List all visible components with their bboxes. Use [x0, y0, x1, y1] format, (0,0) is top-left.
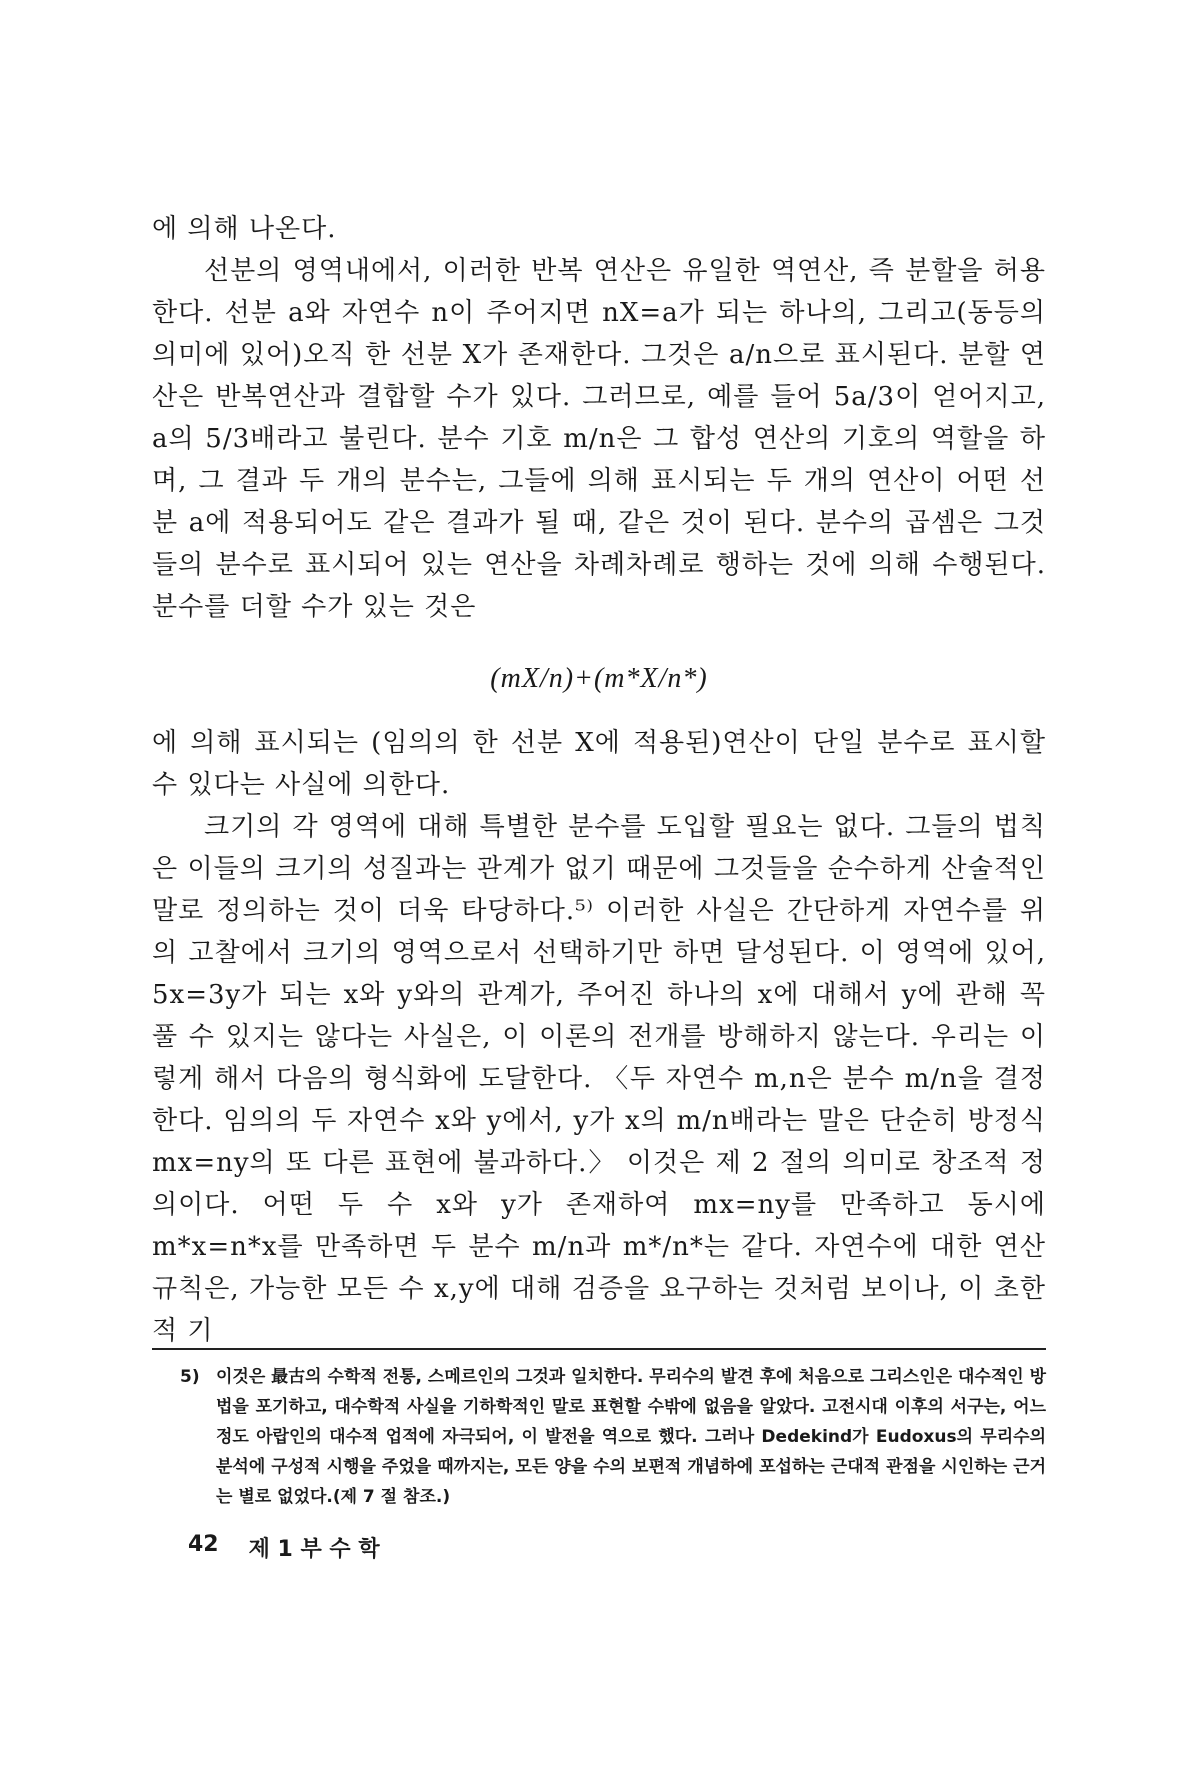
footnote-text: 이것은 最古의 수학적 전통, 스메르인의 그것과 일치한다. 무리수의 발견 후에 처음으로 그리스인은 대수적인 방법을 포기하고, 대수학적 사실을 기하학적인 말로 표현할 수밖에 없음을 알았다. 고전시대 이후의 서구는, 어느 정도 아랍인의 대수적 업적에 자극되어, 이 발전을 역으로 했다. 그러나 Dedekind가 Eudoxus의 무리수의 분석에 구성적 시행을 주었을 때까지는, 모든 양을 수의 보편적 개념하에 포섭하는 근대적 관점을 시인하는 근거는 별로 없었다.(제 7 절 참조.): [216, 1367, 1047, 1507]
paragraph-arithmetic-definition: 크기의 각 영역에 대해 특별한 분수를 도입할 필요는 없다. 그들의 법칙은 이들의 크기의 성질과는 관계가 없기 때문에 그것들을 순수하게 산술적인 말로 정의하는 것이 더욱 타당하다.⁵⁾ 이러한 사실은 간단하게 자연수를 위의 고찰에서 크기의 영역으로서 선택하기만 하면 달성된다. 이 영역에 있어, 5x=3y가 되는 x와 y와의 관계가, 주어진 하나의 x에 대해서 y에 관해 꼭 풀 수 있지는 않다는 사실은, 이 이론의 전개를 방해하지 않는다. 우리는 이렇게 해서 다음의 형식화에 도달한다. 〈두 자연수 m,n은 분수 m/n을 결정한다. 임의의 두 자연수 x와 y에서, y가 x의 m/n배라는 말은 단순히 방정식 mx=ny의 또 다른 표현에 불과하다.〉 이것은 제 2 절의 의미로 창조적 정의이다. 어떤 두 수 x와 y가 존재하여 mx=ny를 만족하고 동시에 m*x=n*x를 만족하면 두 분수 m/n과 m*/n*는 같다. 자연수에 대한 연산 규칙은, 가능한 모든 수 x,y에 대해 검증을 요구하는 것처럼 보이나, 이 초한적 기: [152, 812, 1046, 1346]
page-footer: [188, 1532, 380, 1563]
footnote-mark: 5): [180, 1367, 200, 1387]
body-text: [152, 208, 1046, 1352]
paragraph-single-fraction: 에 의해 표시되는 (임의의 한 선분 X에 적용된)연산이 단일 분수로 표시할 수 있다는 사실에 의한다.: [152, 728, 1046, 800]
running-section-title: 제 1 부 수 학: [248, 1537, 380, 1562]
fraction-sum-formula: (mX/n)+(m*X/n*): [490, 663, 708, 694]
footnote-divider: [152, 1348, 1046, 1350]
page-number: 42: [188, 1532, 219, 1557]
paragraph-division: 선분의 영역내에서, 이러한 반복 연산은 유일한 역연산, 즉 분할을 허용한다. 선분 a와 자연수 n이 주어지면 nX=a가 되는 하나의, 그리고(동등의 의미에 있어)오직 한 선분 X가 존재한다. 그것은 a/n으로 표시된다. 분할 연산은 반복연산과 결합할 수가 있다. 그러므로, 예를 들어 5a/3이 얻어지고, a의 5/3배라고 불린다. 분수 기호 m/n은 그 합성 연산의 기호의 역할을 하며, 그 결과 두 개의 분수는, 그들에 의해 표시되는 두 개의 연산이 어떤 선분 a에 적용되어도 같은 결과가 될 때, 같은 것이 된다. 분수의 곱셈은 그것들의 분수로 표시되어 있는 연산을 차례차례로 행하는 것에 의해 수행된다. 분수를 더할 수가 있는 것은: [152, 256, 1046, 622]
paragraph-continuation: 에 의해 나온다.: [152, 214, 337, 244]
footnote: [152, 1362, 1046, 1512]
